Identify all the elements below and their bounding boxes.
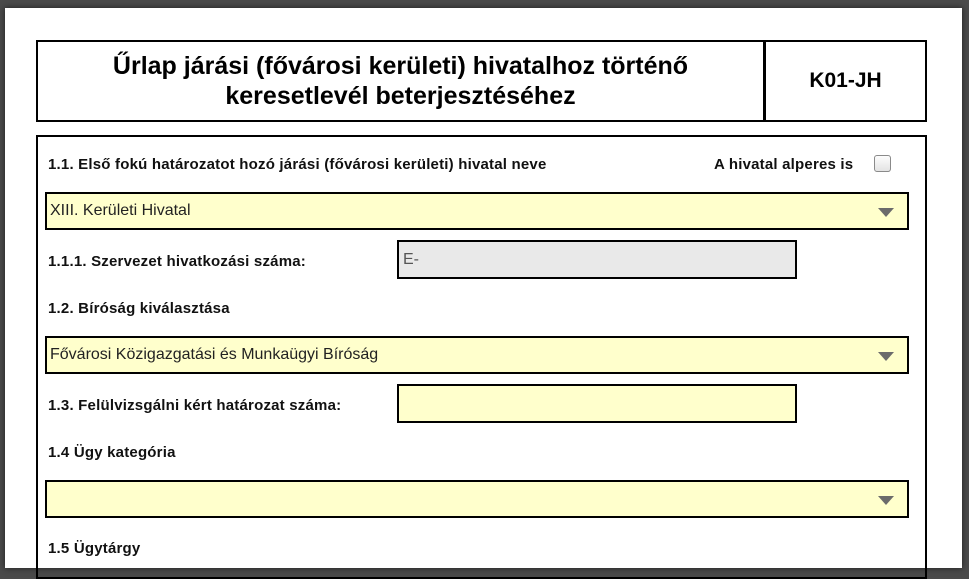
reference-number-value: E- [403,251,419,268]
reference-number-field[interactable] [397,240,797,279]
form-page [5,8,962,568]
court-selection-label: 1.2. Bíróság kiválasztása [48,300,230,317]
chevron-down-icon[interactable] [878,352,894,361]
case-category-dropdown[interactable] [45,480,909,518]
form-title-line1: Űrlap járási (fővárosi kerületi) hivatalhoz történő [112,52,689,80]
form-section-1 [36,135,927,579]
office-defendant-checkbox[interactable] [874,155,891,172]
office-name-selected-value: XIII. Kerületi Hivatal [50,202,191,219]
office-defendant-checkbox-label: A hivatal alperes is [714,156,854,173]
form-title [38,42,763,120]
chevron-down-icon[interactable] [878,208,894,217]
court-selected-value: Fővárosi Közigazgatási és Munkaügyi Bíróság [50,346,379,363]
reference-number-label: 1.1.1. Szervezet hivatkozási száma: [48,253,306,270]
decision-number-field[interactable] [397,384,797,423]
office-name-label: 1.1. Első fokú határozatot hozó járási (fővárosi kerületi) hivatal neve [48,156,547,173]
case-subject-label: 1.5 Ügytárgy [48,540,141,557]
chevron-down-icon[interactable] [878,496,894,505]
office-name-dropdown[interactable] [45,192,909,230]
decision-number-label: 1.3. Felülvizsgálni kért határozat száma: [48,397,342,414]
form-header [36,40,927,122]
court-selection-dropdown[interactable] [45,336,909,374]
case-category-label: 1.4 Ügy kategória [48,444,176,461]
form-code: K01-JH [763,42,925,120]
form-title-line2: keresetlevél beterjesztéséhez [225,82,576,110]
